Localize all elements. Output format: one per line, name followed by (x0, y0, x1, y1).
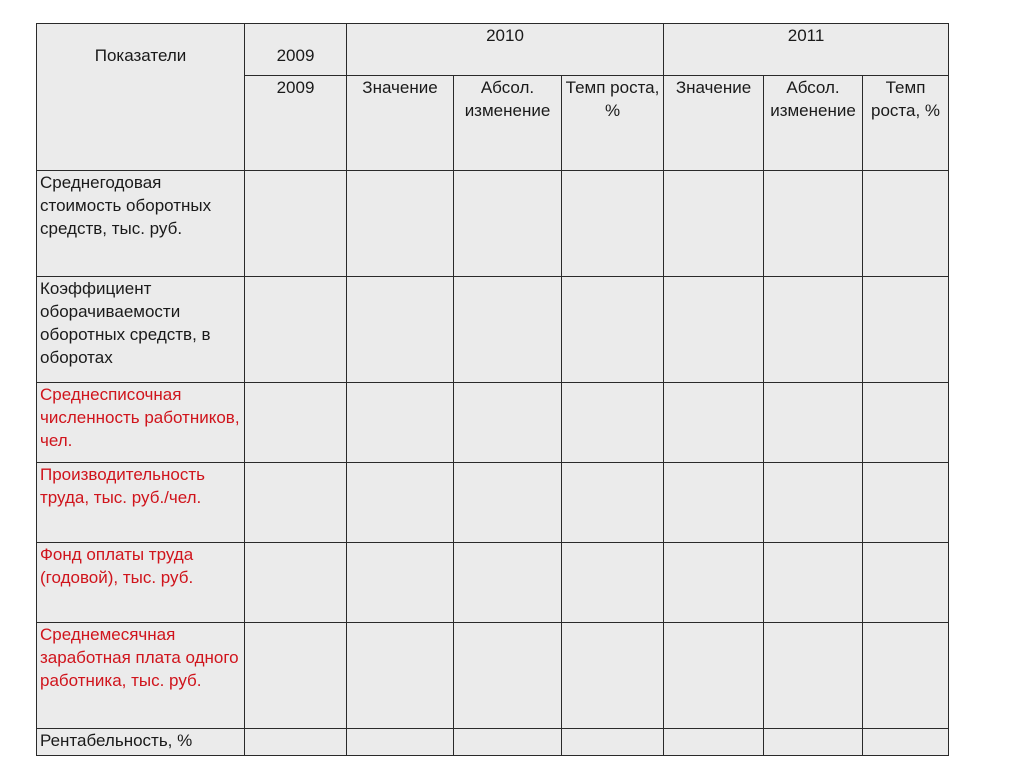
data-cell[interactable] (863, 463, 949, 543)
data-cell[interactable] (562, 623, 664, 729)
subheader-2010-abs-change: Абсол. изменение (454, 76, 562, 171)
data-cell[interactable] (863, 543, 949, 623)
data-cell[interactable] (454, 171, 562, 277)
header-year-2010: 2010 (347, 24, 664, 76)
data-cell[interactable] (562, 543, 664, 623)
data-cell[interactable] (347, 171, 454, 277)
row-label-labor-productivity: Производительность труда, тыс. руб./чел. (37, 463, 245, 543)
indicators-table (36, 23, 949, 756)
header-year-2011: 2011 (664, 24, 949, 76)
subheader-2011-abs-change: Абсол. изменение (764, 76, 863, 171)
header-year-2009: 2009 (245, 24, 347, 76)
data-cell[interactable] (454, 463, 562, 543)
subheader-2010-growth-rate: Темп роста, % (562, 76, 664, 171)
data-cell[interactable] (245, 277, 347, 383)
data-cell[interactable] (863, 171, 949, 277)
table-row (37, 729, 949, 756)
table-row (37, 277, 949, 383)
subheader-2010-value: Значение (347, 76, 454, 171)
data-cell[interactable] (764, 623, 863, 729)
data-cell[interactable] (245, 623, 347, 729)
data-cell[interactable] (347, 623, 454, 729)
data-cell[interactable] (245, 729, 347, 756)
data-cell[interactable] (764, 543, 863, 623)
data-cell[interactable] (863, 277, 949, 383)
data-cell[interactable] (245, 171, 347, 277)
row-label-profitability: Рентабельность, % (37, 729, 245, 756)
data-cell[interactable] (664, 171, 764, 277)
data-cell[interactable] (245, 463, 347, 543)
data-cell[interactable] (347, 277, 454, 383)
data-cell[interactable] (454, 729, 562, 756)
table-row (37, 543, 949, 623)
data-cell[interactable] (454, 383, 562, 463)
data-cell[interactable] (863, 383, 949, 463)
header-pokazateli: Показатели (37, 24, 245, 171)
row-label-avg-monthly-salary: Среднемесячная заработная плата одного работника, тыс. руб. (37, 623, 245, 729)
data-cell[interactable] (562, 463, 664, 543)
data-cell[interactable] (764, 729, 863, 756)
data-cell[interactable] (562, 383, 664, 463)
data-cell[interactable] (347, 383, 454, 463)
data-cell[interactable] (245, 543, 347, 623)
subheader-2011-value: Значение (664, 76, 764, 171)
subheader-2011-growth-rate: Темп роста, % (863, 76, 949, 171)
data-cell[interactable] (454, 623, 562, 729)
data-cell[interactable] (562, 277, 664, 383)
data-cell[interactable] (664, 383, 764, 463)
data-cell[interactable] (664, 729, 764, 756)
data-cell[interactable] (764, 463, 863, 543)
data-cell[interactable] (863, 623, 949, 729)
row-label-turnover-ratio: Коэффициент оборачиваемости оборотных средств, в оборотах (37, 277, 245, 383)
data-cell[interactable] (347, 543, 454, 623)
table-row (37, 171, 949, 277)
row-label-payroll-fund: Фонд оплаты труда (годовой), тыс. руб. (37, 543, 245, 623)
data-cell[interactable] (245, 383, 347, 463)
data-cell[interactable] (664, 543, 764, 623)
row-label-avg-annual-working-capital: Среднегодовая стоимость оборотных средств, тыс. руб. (37, 171, 245, 277)
table-row (37, 463, 949, 543)
row-label-avg-headcount: Среднесписочная численность работников, чел. (37, 383, 245, 463)
data-cell[interactable] (664, 463, 764, 543)
data-cell[interactable] (454, 277, 562, 383)
data-cell[interactable] (664, 277, 764, 383)
data-cell[interactable] (562, 171, 664, 277)
data-cell[interactable] (664, 623, 764, 729)
data-cell[interactable] (347, 463, 454, 543)
data-cell[interactable] (764, 277, 863, 383)
data-cell[interactable] (562, 729, 664, 756)
data-cell[interactable] (764, 171, 863, 277)
data-cell[interactable] (764, 383, 863, 463)
data-cell[interactable] (454, 543, 562, 623)
table-row (37, 623, 949, 729)
data-cell[interactable] (347, 729, 454, 756)
subheader-2009: 2009 (245, 76, 347, 171)
table-row (37, 383, 949, 463)
data-cell[interactable] (863, 729, 949, 756)
